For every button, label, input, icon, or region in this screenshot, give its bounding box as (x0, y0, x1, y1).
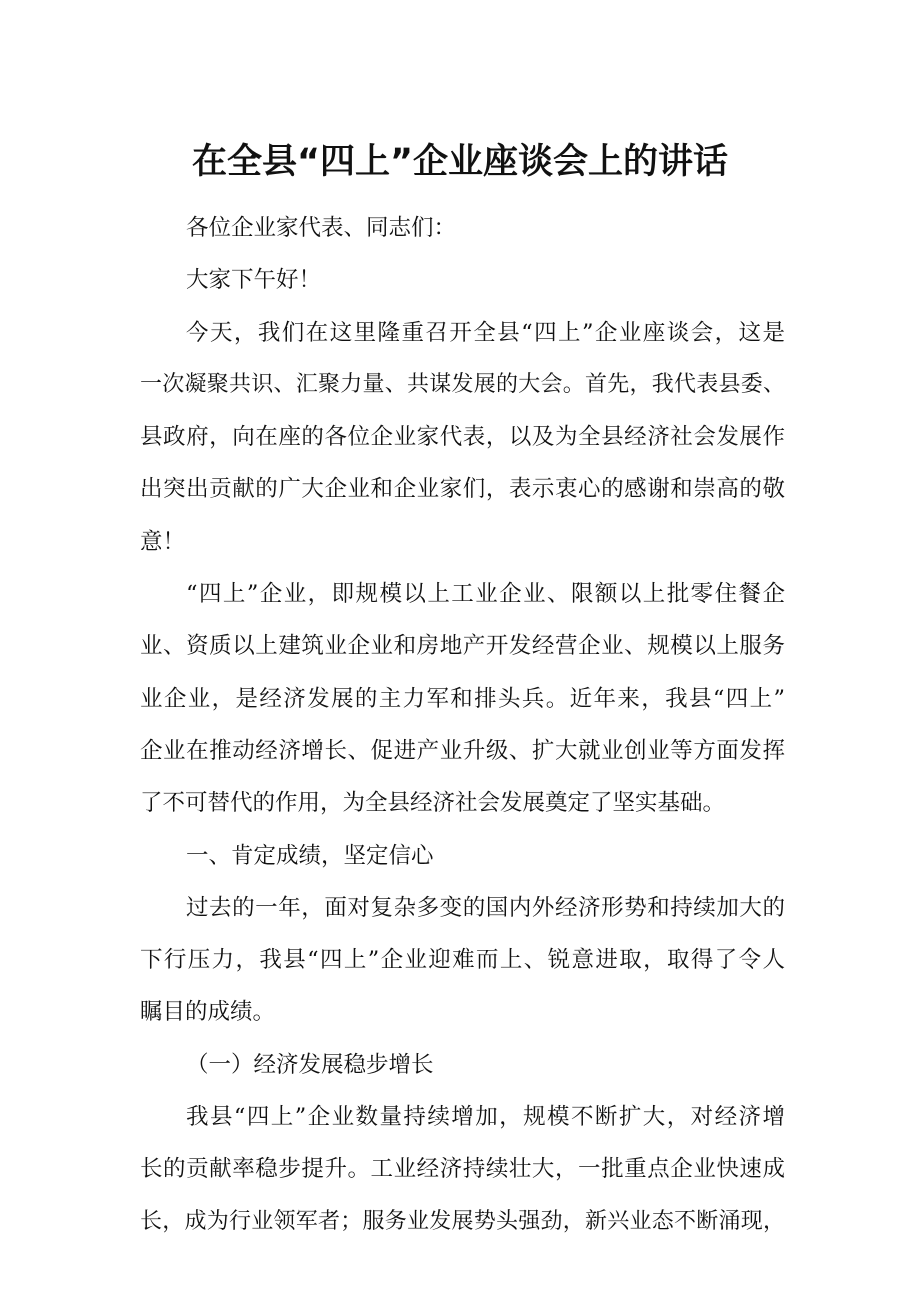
text-line: 各位企业家代表、同志们： (186, 215, 457, 241)
text-line: “四上”企业，即规模以上工业企业、限额以上批零住餐企 (186, 581, 785, 608)
text-line: 长的贡献率稳步提升。工业经济持续壮大，一批重点企业快速成 (140, 1156, 785, 1183)
text-line: 过去的一年，面对复杂多变的国内外经济形势和持续加大的 (186, 894, 785, 921)
text-line: 大家下午好！ (186, 267, 322, 294)
text-line: 出突出贡献的广大企业和企业家们，表示衷心的感谢和崇高的敬 (140, 476, 785, 503)
text-line: 我县“四上”企业数量持续增加，规模不断扩大，对经济增 (186, 1104, 785, 1131)
text-line: 企业在推动经济增长、促进产业升级、扩大就业创业等方面发挥 (140, 737, 785, 764)
text-line: 意！ (140, 528, 186, 555)
text-line: 业、资质以上建筑业企业和房地产开发经营企业、规模以上服务 (140, 633, 785, 660)
text-line: 一、肯定成绩，坚定信心 (186, 842, 434, 869)
text-line: 了不可替代的作用，为全县经济社会发展奠定了坚实基础。 (140, 790, 726, 817)
document-body (140, 202, 785, 1248)
text-line: （一）经济发展稳步增长 (186, 1051, 434, 1078)
text-line: 长，成为行业领军者；服务业发展势头强劲，新兴业态不断涌现， (140, 1208, 785, 1234)
document-title: 在全县“四上”企业座谈会上的讲话 (191, 142, 728, 182)
text-line: 一次凝聚共识、汇聚力量、共谋发展的大会。首先，我代表县委、 (140, 371, 785, 397)
text-line: 业企业，是经济发展的主力军和排头兵。近年来，我县“四上” (140, 685, 785, 712)
text-line: 县政府，向在座的各位企业家代表，以及为全县经济社会发展作 (140, 424, 785, 451)
text-line: 今天，我们在这里隆重召开全县“四上”企业座谈会，这是 (186, 319, 785, 346)
text-line: 瞩目的成绩。 (140, 999, 276, 1026)
text-line: 下行压力，我县“四上”企业迎难而上、锐意进取，取得了令人 (140, 947, 785, 974)
